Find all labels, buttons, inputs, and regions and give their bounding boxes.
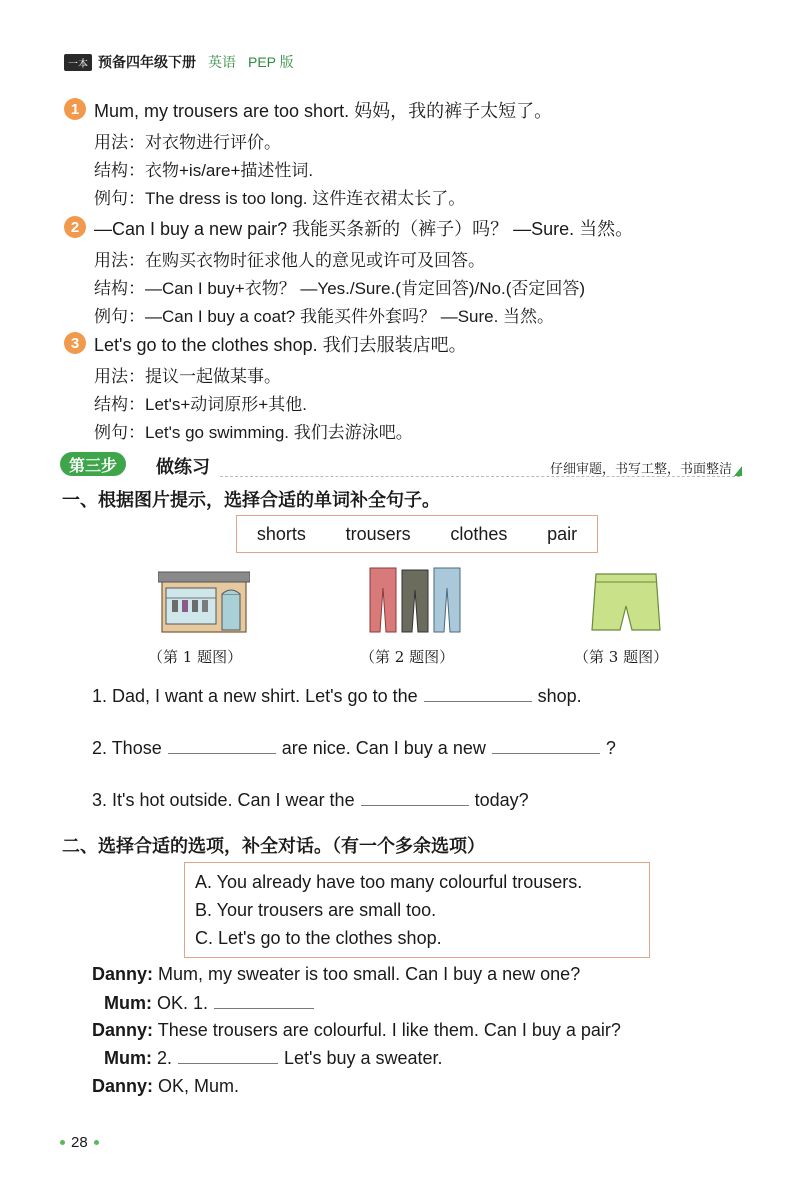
dot-icon (60, 1140, 65, 1145)
dot-icon (94, 1140, 99, 1145)
step-title: 做练习 (156, 457, 210, 477)
section-1-title: 一、根据图片提示，选择合适的单词补全句子。 (62, 490, 440, 510)
step-badge: 第三步 (60, 452, 126, 476)
dialog-line: Mum: OK. 1. (104, 993, 320, 1014)
note-en: Mum, my trousers are too short. (94, 101, 350, 121)
note-line: 例句：The dress is too long. 这件连衣裙太长了。 (94, 189, 466, 208)
dialog-line: Danny: These trousers are colourful. I like them. Can I buy a pair? (92, 1020, 621, 1040)
note-number: 2 (64, 216, 86, 238)
option-item: A. You already have too many colourful trousers. (195, 872, 583, 892)
page-number: 28 (60, 1134, 99, 1151)
question-2: 2. Those are nice. Can I buy a new ? (92, 738, 616, 758)
shorts-picture (590, 570, 662, 636)
dialog-line: Danny: Mum, my sweater is too small. Can I buy a new one? (92, 964, 581, 984)
question-3: 3. It's hot outside. Can I wear the today? (92, 790, 529, 810)
note-cn: 妈妈，我的裤子太短了。 (354, 101, 553, 121)
answer-blank[interactable] (168, 739, 276, 754)
picture-caption: （第 3 题图） (574, 648, 669, 666)
note-line: 结构：衣物+is/are+描述性词. (94, 161, 314, 180)
divider (220, 476, 740, 477)
note-en: —Can I buy a new pair? (94, 219, 288, 239)
note-1 (64, 98, 764, 208)
note-sentence (94, 97, 552, 123)
option-item: C. Let's go to the clothes shop. (195, 928, 442, 948)
corner-triangle-icon (734, 466, 742, 476)
note-line: 结构：—Can I buy+衣物？ —Yes./Sure.(肯定回答)/No.(否定回答) (94, 279, 586, 298)
dialog-line: Danny: OK, Mum. (92, 1076, 240, 1096)
answer-blank[interactable] (214, 994, 314, 1009)
note-en: Let's go to the clothes shop. (94, 335, 318, 355)
step-banner (60, 452, 740, 478)
note-line: 例句：—Can I buy a coat? 我能买件外套吗？ —Sure. 当然。 (94, 307, 555, 326)
word-bank (236, 515, 598, 553)
word-option: shorts (256, 523, 306, 544)
answer-blank[interactable] (361, 791, 469, 806)
word-option: clothes (450, 523, 508, 544)
section-2-title: 二、选择合适的选项，补全对话。（有一个多余选项） (62, 836, 485, 856)
note-line: 例句：Let's go swimming. 我们去游泳吧。 (94, 423, 413, 442)
note-number: 1 (64, 98, 86, 120)
version-label: PEP 版 (248, 54, 294, 70)
word-option: pair (547, 523, 578, 544)
option-item: B. Your trousers are small too. (195, 900, 437, 920)
page-header (64, 52, 294, 72)
answer-blank[interactable] (424, 687, 532, 702)
note-line: 结构：Let's+动词原形+其他. (94, 395, 307, 414)
note-line: 用法：对衣物进行评价。 (94, 133, 281, 152)
step-motto: 仔细审题，书写工整，书面整洁 (549, 461, 732, 476)
options-box (184, 862, 650, 958)
note-cn: 我们去服装店吧。 (322, 335, 467, 355)
word-option: trousers (345, 523, 411, 544)
note-number: 3 (64, 332, 86, 354)
note-cn: 我能买条新的（裤子）吗？ —Sure. 当然。 (292, 219, 634, 239)
clothes-shop-picture (158, 566, 250, 634)
trousers-picture (366, 564, 466, 636)
brand-badge: 一本 (64, 54, 92, 71)
answer-blank[interactable] (178, 1049, 278, 1064)
dialog-line: Mum: 2. Let's buy a sweater. (104, 1048, 443, 1068)
note-sentence (94, 215, 633, 241)
picture-caption: （第 1 题图） (148, 648, 243, 666)
note-3 (64, 332, 764, 442)
note-sentence (94, 331, 467, 357)
note-line: 用法：提议一起做某事。 (94, 367, 281, 386)
subject-label: 英语 (208, 54, 236, 70)
note-2 (64, 216, 764, 326)
answer-blank[interactable] (492, 739, 600, 754)
question-1: 1. Dad, I want a new shirt. Let's go to the shop. (92, 686, 582, 706)
grade-label: 预备四年级下册 (98, 54, 196, 70)
picture-caption: （第 2 题图） (360, 648, 455, 666)
note-line: 用法：在购买衣物时征求他人的意见或许可及回答。 (94, 251, 485, 270)
